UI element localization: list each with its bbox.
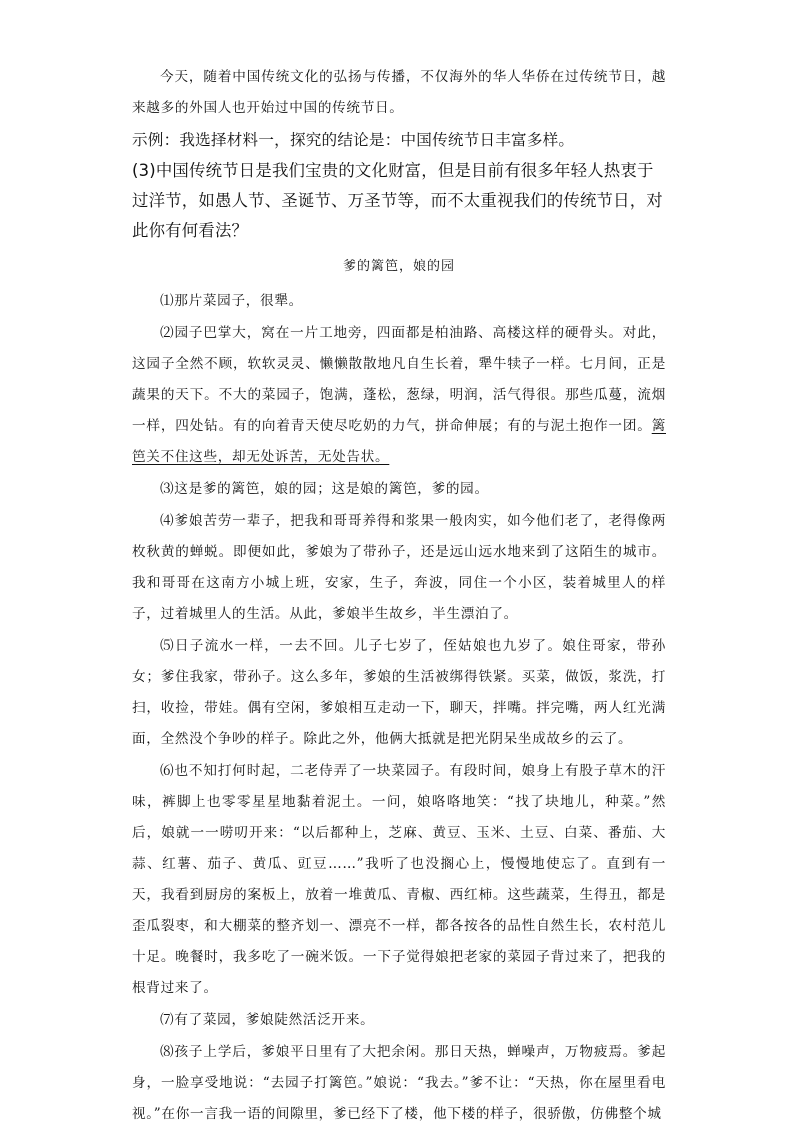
- paragraph-2-text: ⑵园子巴掌大，窝在一片工地旁，四面都是柏油路、高楼这样的硬骨头。对此，这园子全然不顾，软软灵灵、懒懒散散地凡自生长着，犟牛犊子一样。七月间，正是蔬果的天下。不大的菜园子，饱满，蓬松，葱绿，明润，活气得很。那些瓜蔓，流烟一样，四处钻。有的向着青天使尽吃奶的力气，拼命伸展；有的与泥土抱作一团。: [132, 325, 666, 434]
- article-paragraph-4: ⑷爹娘苦劳一辈子，把我和哥哥养得和浆果一般肉实，如今他们老了，老得像两枚秋黄的蝉蜕。即便如此，爹娘为了带孙子，还是远山远水地来到了这陌生的城市。我和哥哥在这南方小城上班，安家，生子，奔波，同住一个小区，装着城里人的样子，过着城里人的生活。从此，爹娘半生故乡，半生漂泊了。: [132, 513, 666, 622]
- document-content: [132, 62, 666, 1131]
- article-paragraph-6: ⑹也不知打何时起，二老侍弄了一块菜园子。有段时间，娘身上有股子草木的汗味，裤脚上也零零星星地黏着泥土。一问，娘咯咯地笑：“找了块地儿，种菜。”然后，娘就一一唠叨开来：“以后都种上，芝麻、黄豆、玉米、土豆、白菜、番茄、大蒜、红薯、茄子、黄瓜、豇豆……”我听了也没搁心上，慢慢地使忘了。直到有一天，我看到厨房的案板上，放着一堆黄瓜、青椒、西红柿。这些蔬菜，生得丑，都是歪瓜裂枣，和大棚菜的整齐划一、漂亮不一样，都各按各的品性自然生长，农村范儿十足。晚餐时，我多吃了一碗米饭。一下子觉得娘把老家的菜园子背过来了，把我的根背过来了。: [132, 763, 666, 996]
- article-paragraph-7: ⑺有了菜园，爹娘陡然活泛开来。: [160, 1012, 375, 1028]
- article-title: 爹的篱笆，娘的园: [342, 259, 455, 274]
- article-paragraph-3: ⑶这是爹的篱笆，娘的园；这是娘的篱笆，爹的园。: [160, 481, 489, 497]
- question-3: (3)中国传统节日是我们宝贵的文化财富，但是目前有很多年轻人热衷于过洋节，如愚人节、圣诞节、万圣节等，而不太重视我们的传统节日，对此你有何看法？: [132, 161, 663, 240]
- article-paragraph-8: ⑻孩子上学后，爹娘平日里有了大把余闲。那日天热，蝉噪声，万物疲焉。爹起身，一脸享受地说：“去园子打篱笆。”娘说：“我去。”爹不让：“天热，你在屋里看电视。”在你一言我一语的间隙里，爹已经下了楼，他下楼的样子，很骄傲，仿佛整个城: [132, 1044, 666, 1122]
- example-answer: 示例：我选择材料一，探究的结论是：中国传统节日丰富多样。: [132, 131, 575, 149]
- article-paragraph-1: ⑴那片菜园子，很犟。: [160, 293, 303, 309]
- underlined-sentence: 篱笆关不住这些，却无处诉苦，无处告状。: [132, 418, 666, 465]
- article-paragraph-5: ⑸日子流水一样，一去不回。儿子七岁了，侄姑娘也九岁了。娘住哥家，带孙女；爹住我家，带孙子。这么多年，爹娘的生活被绑得铁紧。买菜，做饭，浆洗，打扫，收捡，带娃。偶有空闲，爹娘相互走动一下，聊天，拌嘴。拌完嘴，两人红光满面，全然没个争吵的样子。除此之外，他俩大抵就是把光阴呆坐成故乡的云了。: [132, 638, 666, 747]
- article-paragraph-2: [132, 318, 666, 473]
- intro-paragraph: 今天，随着中国传统文化的弘扬与传播，不仅海外的华人华侨在过传统节日，越来越多的外国人也开始过中国的传统节日。: [132, 69, 666, 116]
